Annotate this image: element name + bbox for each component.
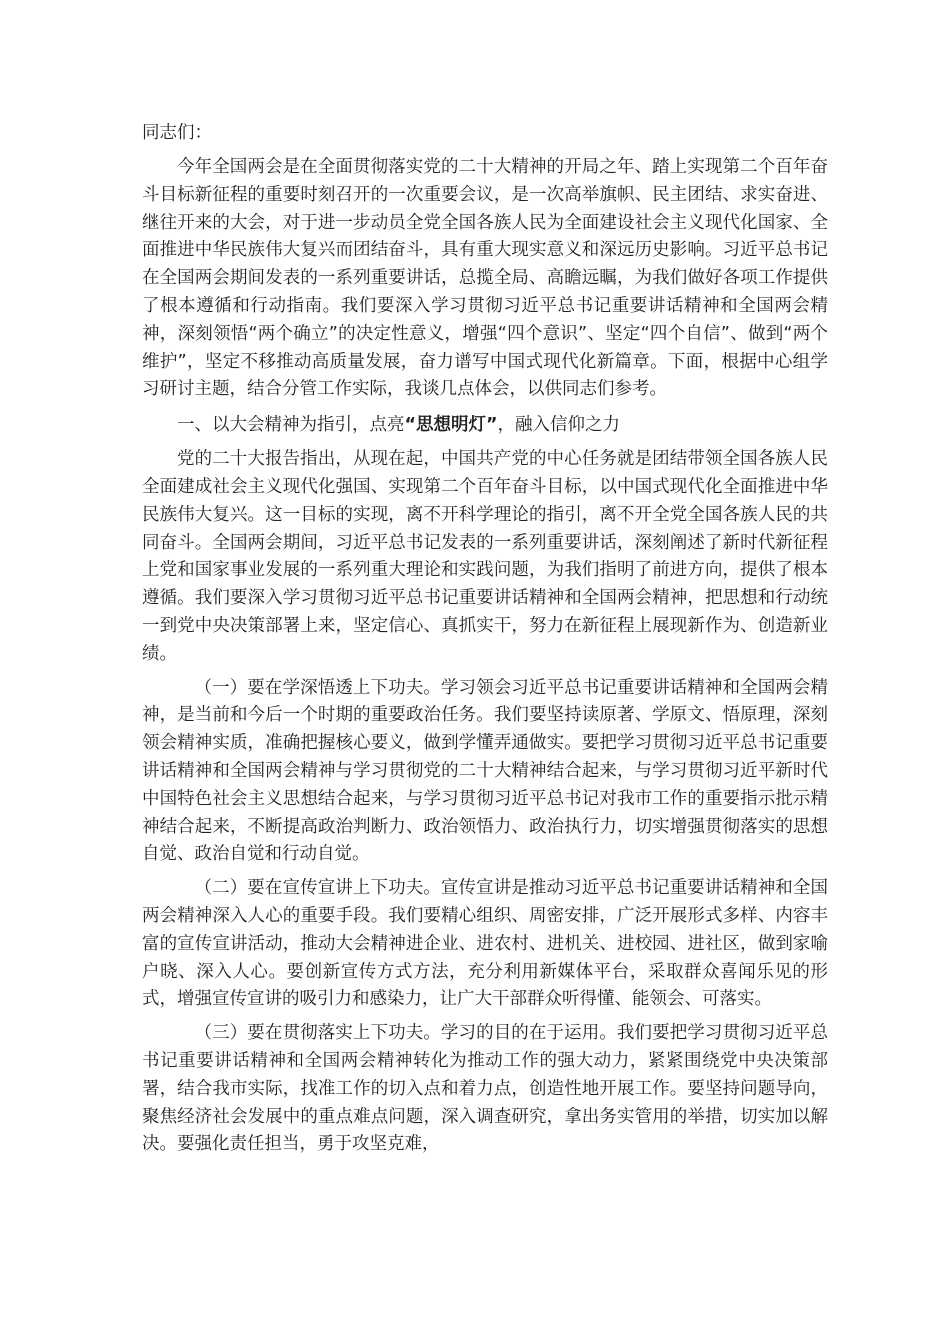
intro-paragraph: 今年全国两会是在全面贯彻落实党的二十大精神的开局之年、踏上实现第二个百年奋斗目标新征程的重要时刻召开的一次重要会议，是一次高举旗帜、民主团结、求实奋进、继往开来的大会，对于进一步动员全党全国各族人民为全面建设社会主义现代化国家、全面推进中华民族伟大复兴而团结奋斗，具有重大现实意义和深远历史影响。习近平总书记在全国两会期间发表的一系列重要讲话，总揽全局、高瞻远瞩，为我们做好各项工作提供了根本遵循和行动指南。我们要深入学习贯彻习近平总书记重要讲话精神和全国两会精神，深刻领悟“两个确立”的决定性意义，增强“四个意识”、坚定“四个自信”、做到“两个维护”，坚定不移推动高质量发展，奋力谱写中国式现代化新篇章。下面，根据中心组学习研讨主题，结合分管工作实际，我谈几点体会，以供同志们参考。: [142, 157, 828, 400]
section-heading-1-post: ，融入信仰之力: [497, 415, 621, 436]
subsection-1: （一）要在学深悟透上下功夫。学习领会习近平总书记重要讲话精神和全国两会精神，是当前和今后一个时期的重要政治任务。我们要坚持读原著、学原文、悟原理，深刻领会精神实质，准确把握核心要义，做到学懂弄通做实。要把学习贯彻习近平总书记重要讲话精神和全国两会精神与学习贯彻党的二十大精神结合起来，与学习贯彻习近平新时代中国特色社会主义思想结合起来，与学习贯彻习近平总书记对我市工作的重要指示批示精神结合起来，不断提高政治判断力、政治领悟力、政治执行力，切实增强贯彻落实的思想自觉、政治自觉和行动自觉。: [142, 677, 828, 865]
document-page: [142, 118, 828, 1165]
subsection-2: （二）要在宣传宣讲上下功夫。宣传宣讲是推动习近平总书记重要讲话精神和全国两会精神深入人心的重要手段。我们要精心组织、周密安排，广泛开展形式多样、内容丰富的宣传宣讲活动，推动大会精神进企业、进农村、进机关、进校园、进社区，做到家喻户晓、深入人心。要创新宣传方式方法，充分利用新媒体平台，采取群众喜闻乐见的形式，增强宣传宣讲的吸引力和感染力，让广大干部群众听得懂、能领会、可落实。: [142, 878, 828, 1010]
section-heading-1-pre: 一、以大会精神为指引，点亮: [177, 415, 405, 436]
section-1-body: 党的二十大报告指出，从现在起，中国共产党的中心任务就是团结带领全国各族人民全面建成社会主义现代化强国、实现第二个百年奋斗目标，以中国式现代化全面推进中华民族伟大复兴。这一目标的实现，离不开科学理论的指引，离不开全党全国各族人民的共同奋斗。全国两会期间，习近平总书记发表的一系列重要讲话，深刻阐述了新时代新征程上党和国家事业发展的一系列重大理论和实践问题，为我们指明了前进方向，提供了根本遵循。我们要深入学习贯彻习近平总书记重要讲话精神和全国两会精神，把思想和行动统一到党中央决策部署上来，坚定信心、真抓实干，努力在新征程上展现新作为、创造新业绩。: [142, 449, 828, 664]
section-heading-1: [142, 410, 828, 440]
subsection-3: （三）要在贯彻落实上下功夫。学习的目的在于运用。我们要把学习贯彻习近平总书记重要讲话精神和全国两会精神转化为推动工作的强大动力，紧紧围绕党中央决策部署，结合我市实际，找准工作的切入点和着力点，创造性地开展工作。要坚持问题导向，聚焦经济社会发展中的重点难点问题，深入调查研究，拿出务实管用的举措，切实加以解决。要强化责任担当，勇于攻坚克难，: [142, 1023, 828, 1155]
section-heading-1-highlight: “思想明灯”: [404, 415, 498, 436]
salutation: 同志们：: [142, 123, 212, 143]
